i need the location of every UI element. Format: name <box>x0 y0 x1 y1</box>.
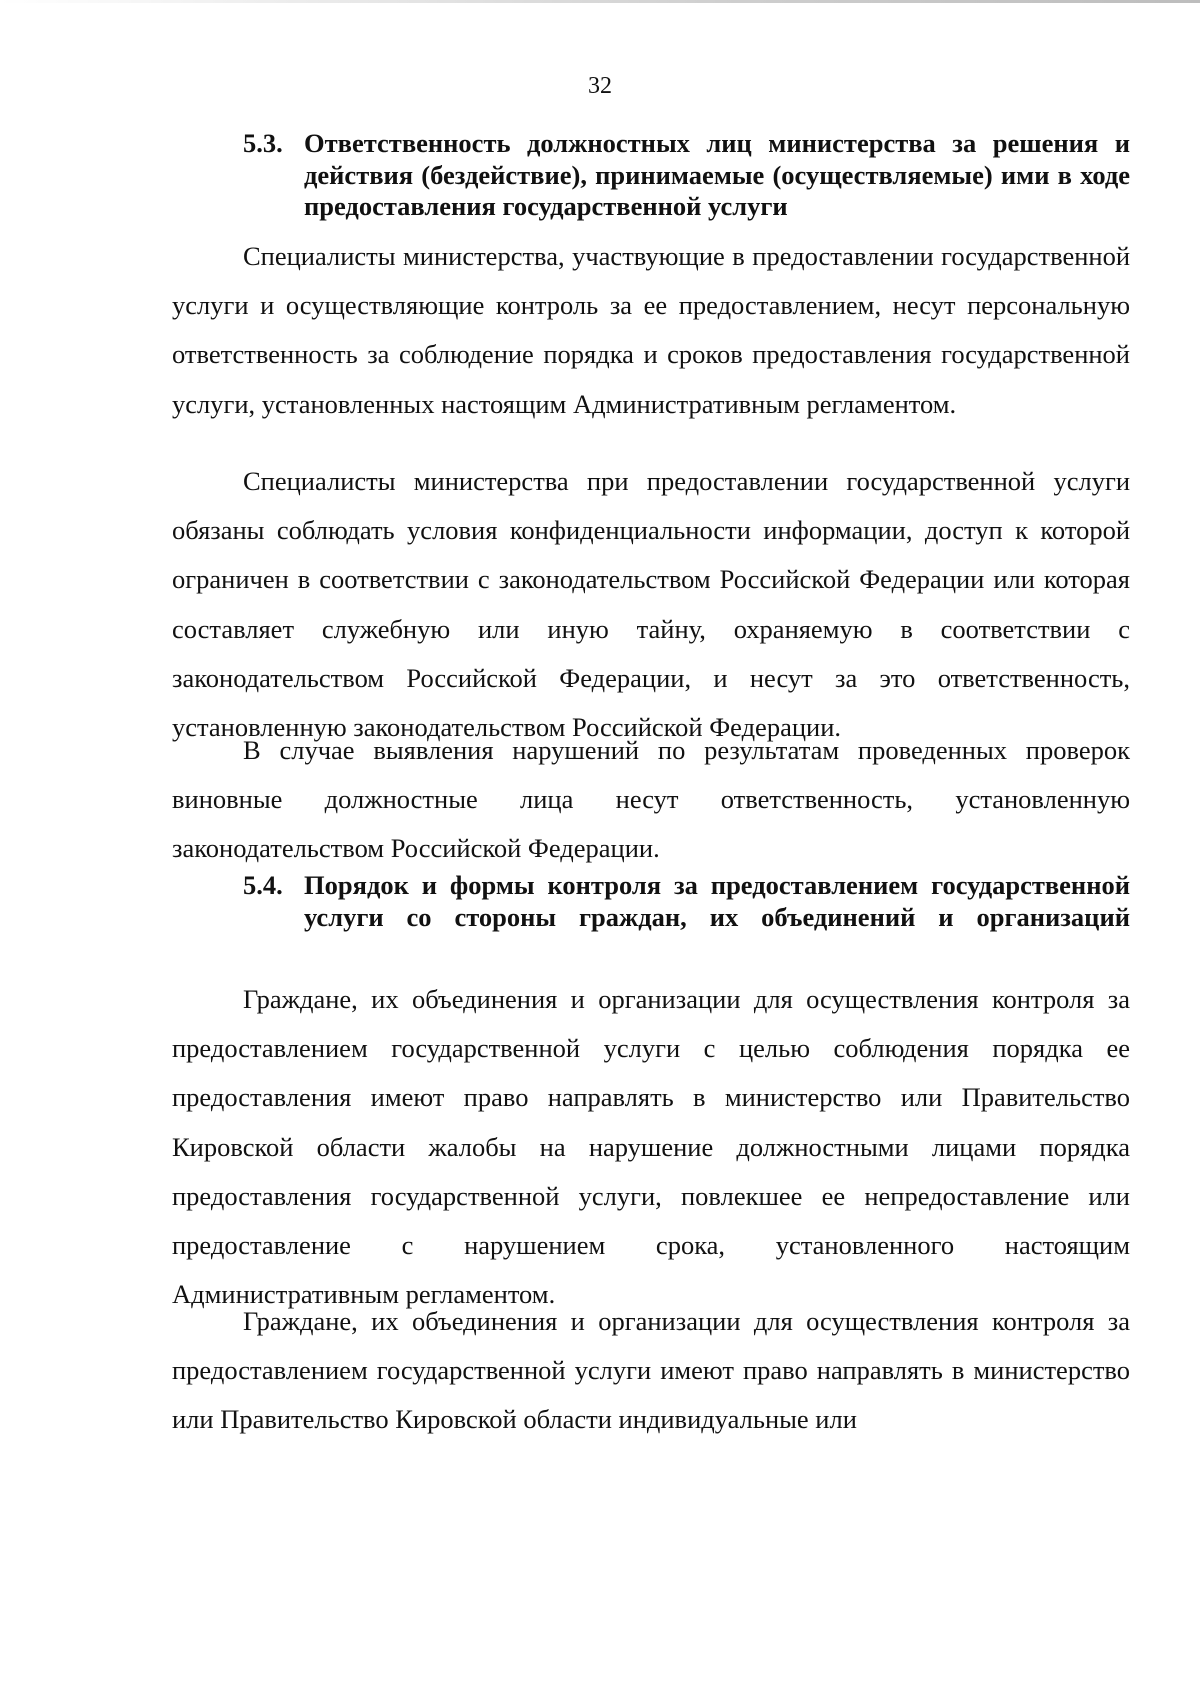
section-number: 5.3. <box>243 128 283 158</box>
section-heading-5-4 <box>243 870 1130 933</box>
paragraph-5-4-1: Граждане, их объединения и организации для осуществления контроля за предоставлением государственной услуги с целью соблюдения порядка ее предоставления имеют право направлять в министерство или Правительство Кировской области жалобы на нарушение должностными лицами порядка предоставления государственной услуги, повлекшее ее непредоставление или предоставление с нарушением срока, установленного настоящим Административным регламентом. <box>172 984 1130 1310</box>
page-number: 32 <box>588 73 612 99</box>
section-number: 5.4. <box>243 870 283 900</box>
paragraph-5-3-3: В случае выявления нарушений по результатам проведенных проверок виновные должностные лица несут ответственность, установленную законодательством Российской Федерации. <box>172 735 1130 864</box>
paragraph-5-3-2: Специалисты министерства при предоставлении государственной услуги обязаны соблюдать условия конфиденциальности информации, доступ к которой ограничен в соответствии с законодательством Российской Федерации или которая составляет служебную или иную тайну, охраняемую в соответствии с законодательством Российской Федерации, и несут за это ответственность, установленную законодательством Российской Федерации. <box>172 466 1130 743</box>
section-heading-5-3 <box>243 128 1130 223</box>
section-title: Ответственность должностных лиц министерства за решения и действия (бездействие), принимаемые (осуществляемые) ими в ходе предоставления государственной услуги <box>304 128 1130 221</box>
paragraph-5-3-1: Специалисты министерства, участвующие в предоставлении государственной услуги и осуществляющие контроль за ее предоставлением, несут персональную ответственность за соблюдение порядка и сроков предоставления государственной услуги, установленных настоящим Административным регламентом. <box>172 241 1130 419</box>
paragraph-5-4-2: Граждане, их объединения и организации для осуществления контроля за предоставлением государственной услуги имеют право направлять в министерство или Правительство Кировской области индивидуальные или <box>172 1306 1130 1435</box>
scan-top-edge <box>0 0 1200 3</box>
section-title: Порядок и формы контроля за предоставлением государственной услуги со стороны граждан, их объединений и организаций <box>304 870 1130 932</box>
